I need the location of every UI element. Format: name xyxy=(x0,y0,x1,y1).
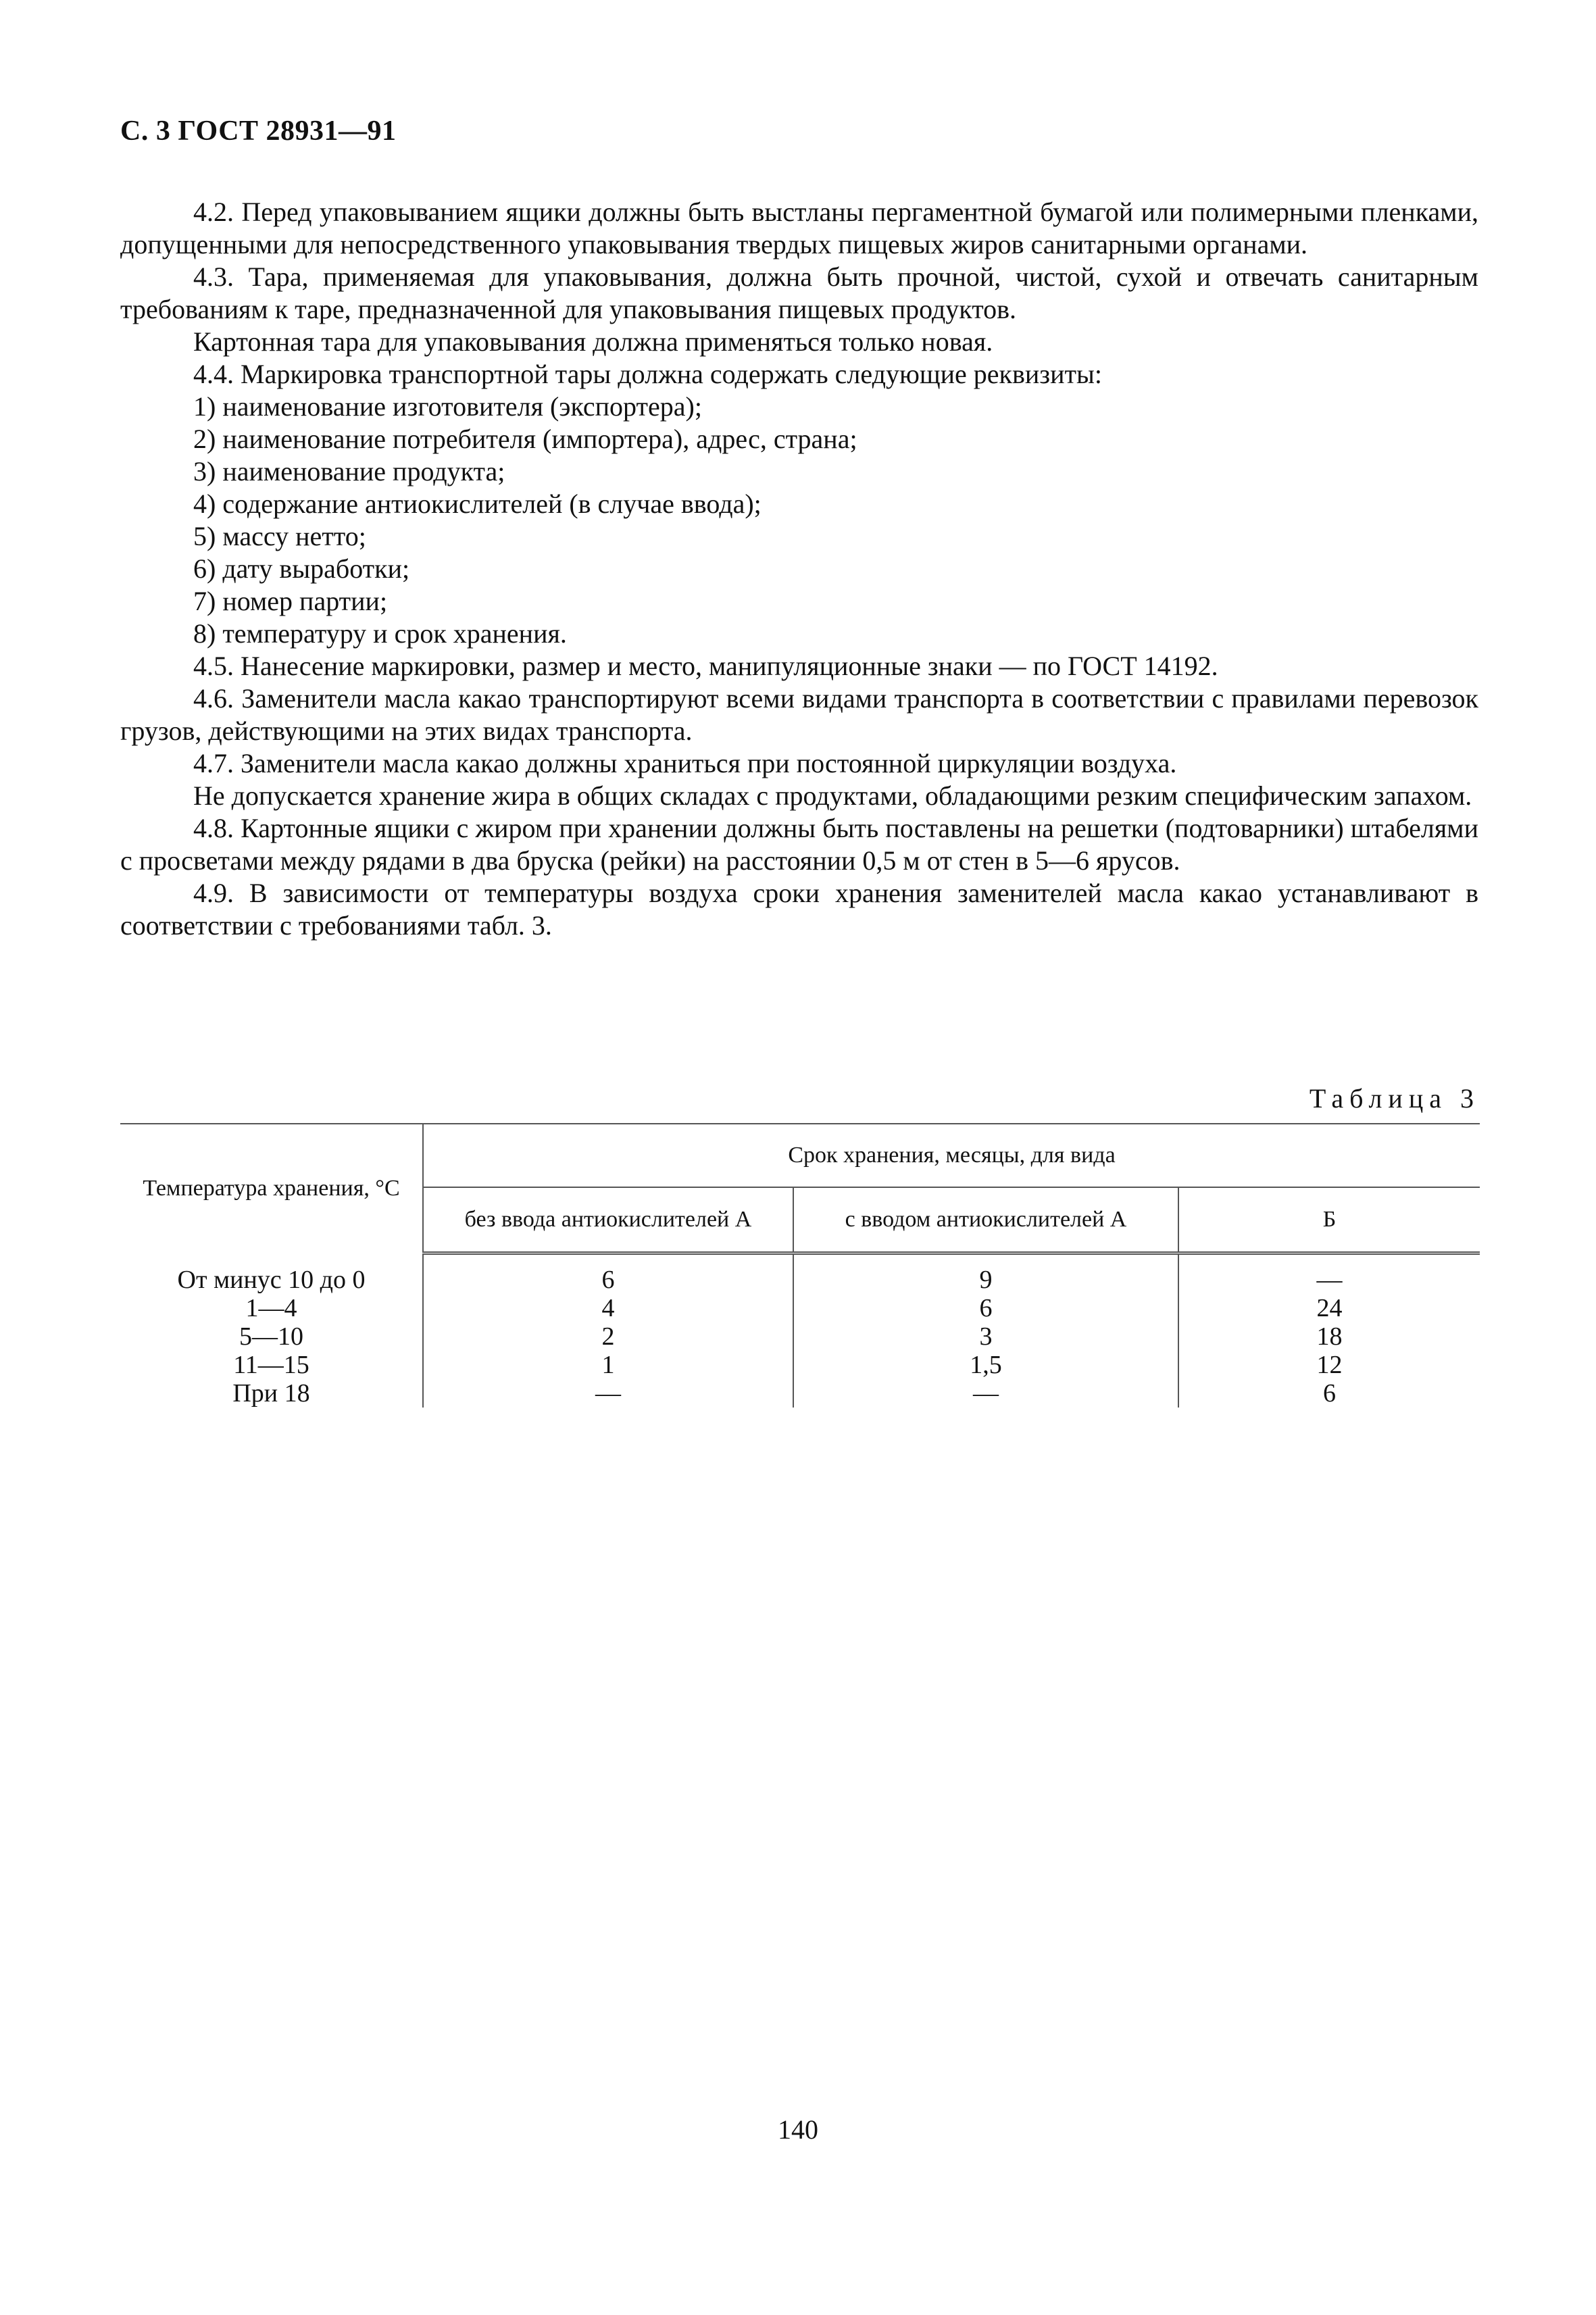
list-item: 8) температуру и срок хранения. xyxy=(193,618,567,649)
header-temperature: Температура хранения, °С xyxy=(120,1124,423,1253)
table-row xyxy=(120,1266,1480,1294)
table-cell: 5—10 xyxy=(239,1322,303,1351)
header-shelf-life: Срок хранения, месяцы, для вида xyxy=(423,1124,1480,1187)
table-cell: 24 xyxy=(1178,1294,1480,1322)
table-cell: — xyxy=(1178,1266,1480,1294)
table-cell: 1—4 xyxy=(245,1294,297,1322)
list-item: 2) наименование потребителя (импортера), адрес, страна; xyxy=(193,424,857,454)
paragraph-4-8: 4.8. Картонные ящики с жиром при хранении должны быть поставлены на решетки (подтоварники) штабелями с просветами между рядами в два бруска (рейки) на расстоянии 0,5 м от стен в 5—6 ярусов. xyxy=(120,813,1478,876)
table-cell: 9 xyxy=(793,1266,1178,1294)
storage-table xyxy=(120,1123,1480,1408)
paragraph-4-3: 4.3. Тара, применяемая для упаковывания, должна быть прочной, чистой, сухой и отвечать санитарным требованиям к таре, предназначенной для упаковывания пищевых продуктов. xyxy=(120,262,1478,324)
list-item: 7) номер партии; xyxy=(193,586,388,616)
paragraph-4-5: 4.5. Нанесение маркировки, размер и место, манипуляционные знаки — по ГОСТ 14192. xyxy=(193,651,1218,681)
paragraph-4-9: 4.9. В зависимости от температуры воздуха сроки хранения заменителей масла какао устанавливают в соответствии с требованиями табл. 3. xyxy=(120,878,1478,941)
page-header: С. 3 ГОСТ 28931—91 xyxy=(120,116,397,147)
list-item: 3) наименование продукта; xyxy=(193,456,505,487)
header-without-antioxidants: без ввода антиокислителей А xyxy=(423,1187,793,1253)
paragraph-4-3-cont: Картонная тара для упаковывания должна применяться только новая. xyxy=(193,326,993,357)
table-cell: 11—15 xyxy=(233,1351,309,1379)
header-with-antioxidants: с вводом антиокислителей А xyxy=(793,1187,1178,1253)
table-cell: — xyxy=(423,1379,793,1408)
table-cell: — xyxy=(793,1379,1178,1408)
body-text xyxy=(120,196,1478,942)
table-cell: 1,5 xyxy=(793,1351,1178,1379)
table-row xyxy=(120,1379,1480,1408)
paragraph-4-7-cont: Не допускается хранение жира в общих складах с продуктами, обладающими резким специфическим запахом. xyxy=(193,780,1472,811)
table-cell: 6 xyxy=(1178,1379,1480,1408)
table-cell: 3 xyxy=(793,1322,1178,1351)
header-type-b: Б xyxy=(1178,1187,1480,1253)
paragraph-4-4: 4.4. Маркировка транспортной тары должна содержать следующие реквизиты: xyxy=(193,359,1102,389)
table-cell: 1 xyxy=(423,1351,793,1379)
table-cell: 4 xyxy=(423,1294,793,1322)
table-cell: 6 xyxy=(793,1294,1178,1322)
list-item: 4) содержание антиокислителей (в случае ввода); xyxy=(193,489,762,519)
list-item: 5) массу нетто; xyxy=(193,521,366,551)
table-cell: При 18 xyxy=(232,1379,310,1408)
table-cell: 12 xyxy=(1178,1351,1480,1379)
paragraph-4-7: 4.7. Заменители масла какао должны храниться при постоянной циркуляции воздуха. xyxy=(193,748,1177,778)
table-cell: От минус 10 до 0 xyxy=(177,1266,366,1294)
paragraph-4-6: 4.6. Заменители масла какао транспортируют всеми видами транспорта в соответствии с правилами перевозок грузов, действующими на этих видах транспорта. xyxy=(120,683,1478,746)
list-item: 1) наименование изготовителя (экспортера); xyxy=(193,391,702,422)
table-cell: 6 xyxy=(423,1266,793,1294)
paragraph-4-2: 4.2. Перед упаковыванием ящики должны быть выстланы пергаментной бумагой или полимерными пленками, допущенными для непосредственного упаковывания твердых пищевых жиров санитарными органами. xyxy=(120,197,1478,259)
table-row xyxy=(120,1322,1480,1351)
table-row xyxy=(120,1351,1480,1379)
table-cell: 2 xyxy=(423,1322,793,1351)
table-row xyxy=(120,1294,1480,1322)
table-caption: Таблица 3 xyxy=(1309,1083,1480,1114)
list-item: 6) дату выработки; xyxy=(193,553,410,584)
table-cell: 18 xyxy=(1178,1322,1480,1351)
page-number: 140 xyxy=(778,2114,818,2145)
